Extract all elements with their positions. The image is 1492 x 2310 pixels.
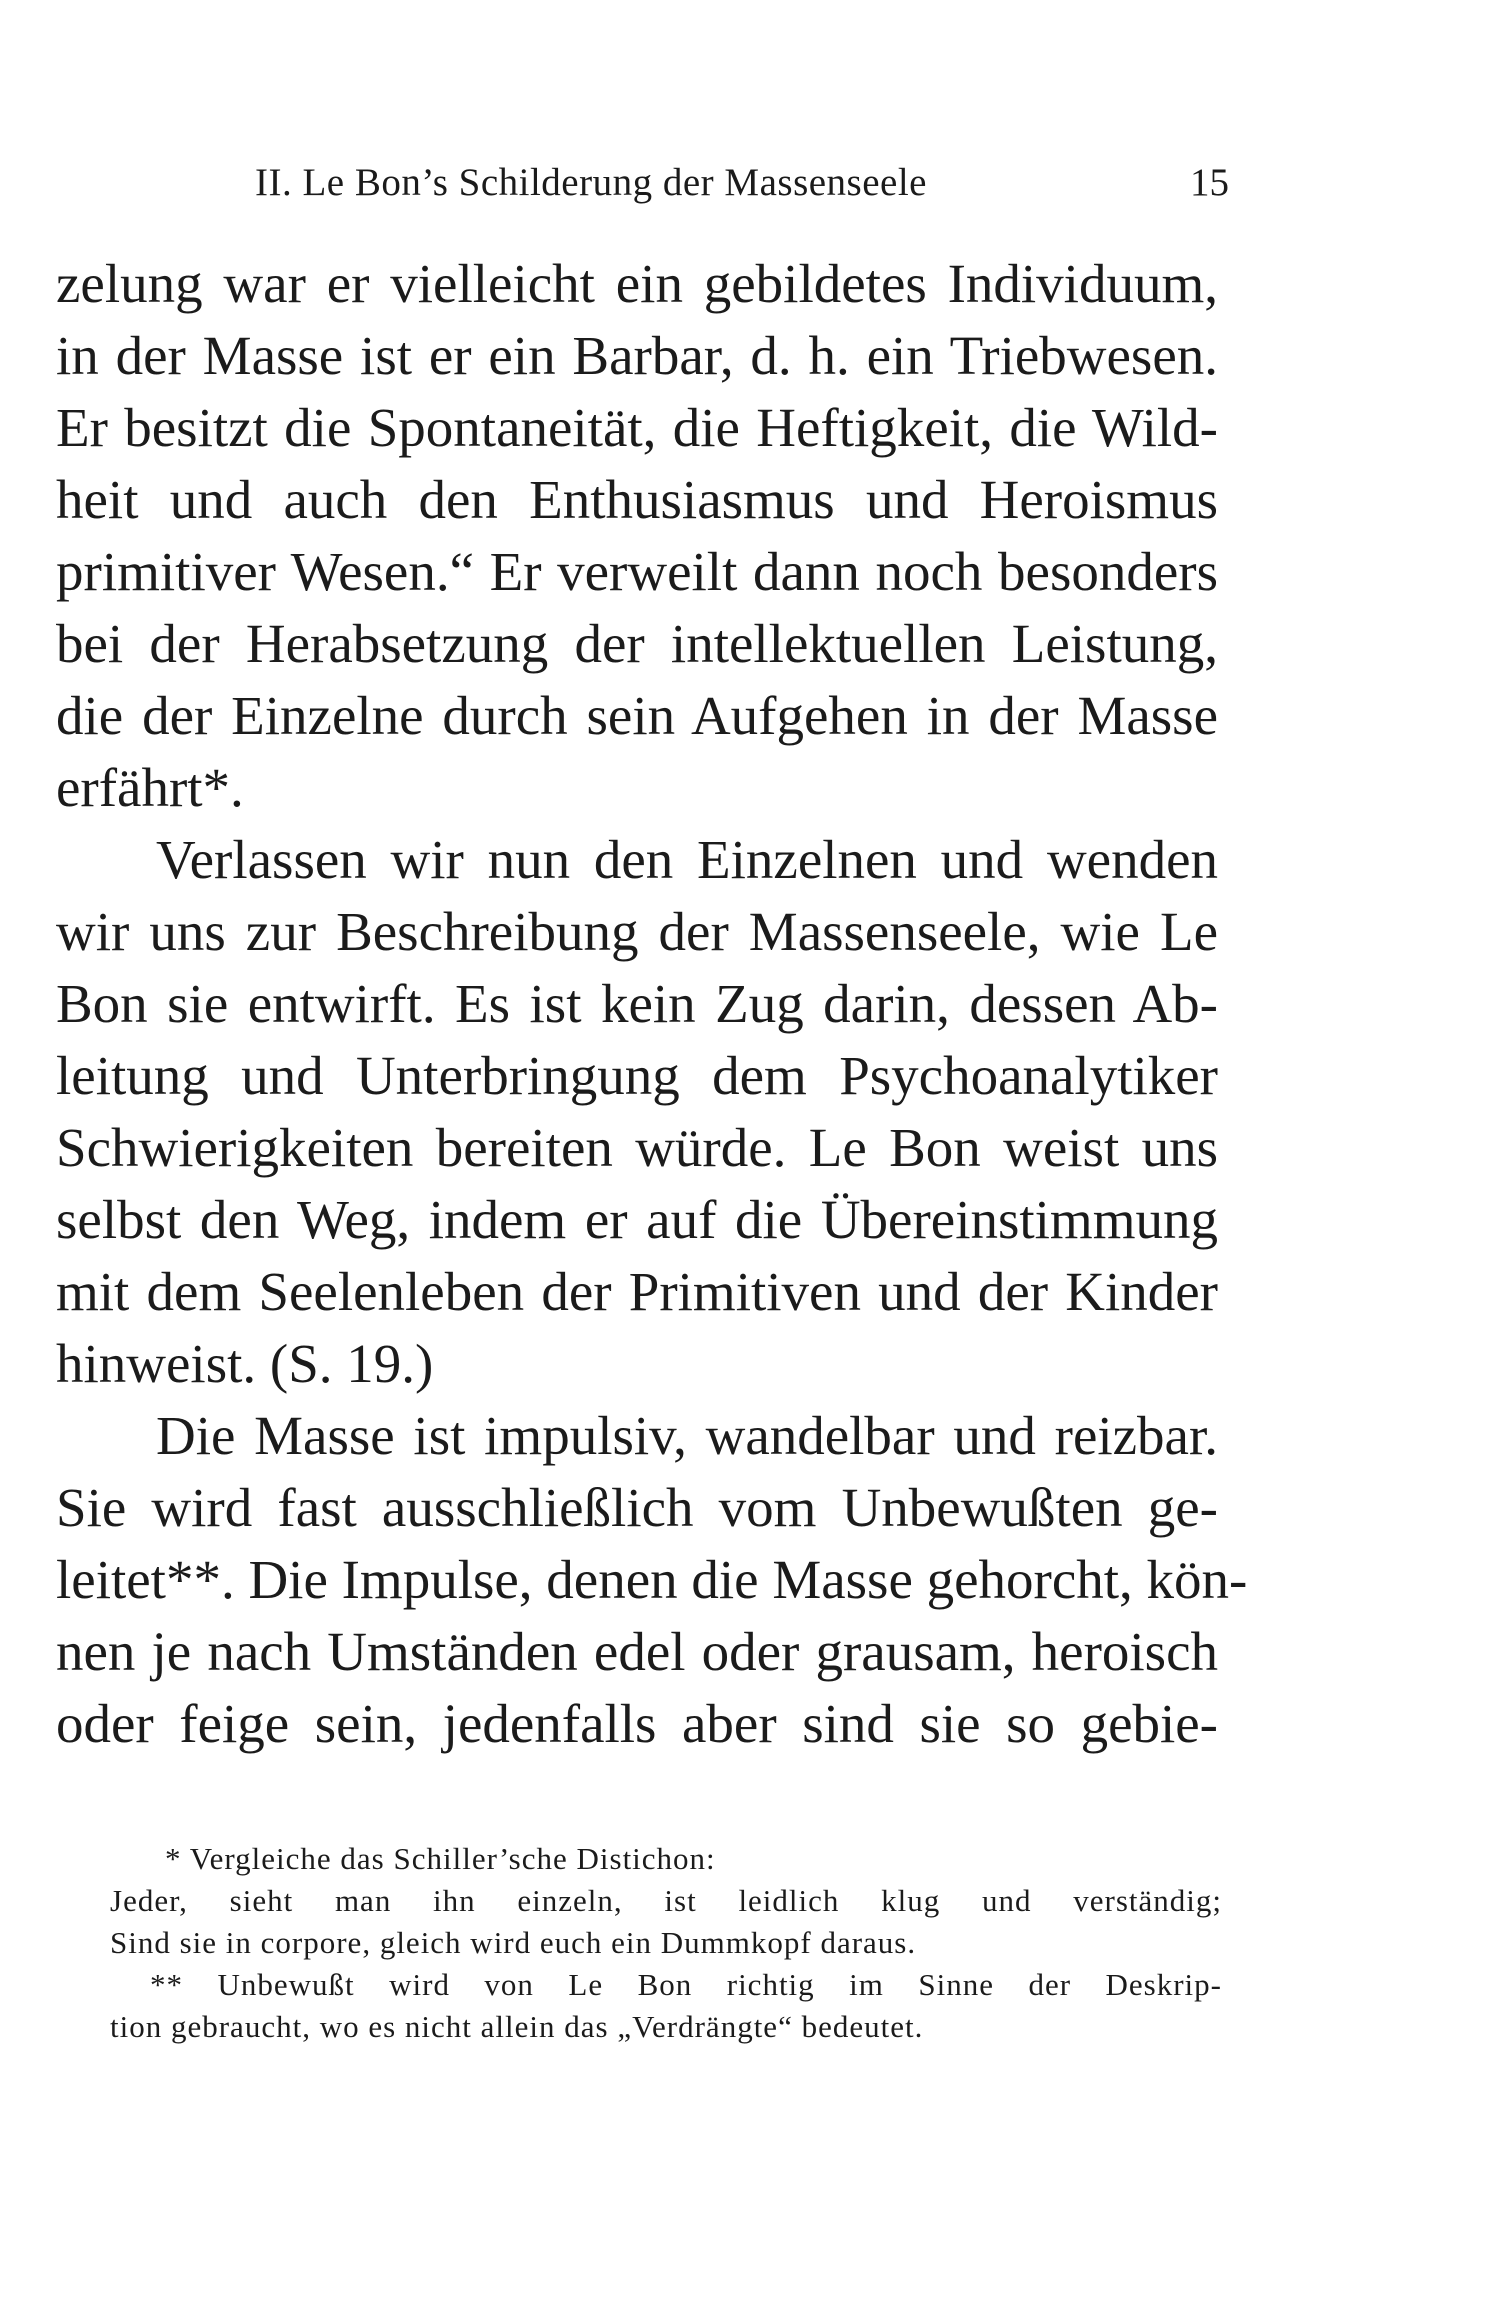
body-line: heit und auch den Enthusiasmus und Heroismus bbox=[56, 469, 1218, 530]
body-line: in der Masse ist er ein Barbar, d. h. ein Triebwesen. bbox=[56, 325, 1218, 386]
footnote-line: Sind sie in corpore, gleich wird euch ein Dummkopf daraus. bbox=[110, 1925, 917, 1960]
body-line: nen je nach Umständen edel oder grausam, heroisch bbox=[56, 1621, 1218, 1682]
footnote-line: ** Unbewußt wird von Le Bon richtig im Sinne der Deskrip- bbox=[150, 1967, 1222, 2002]
footnotes bbox=[110, 1838, 1222, 2048]
body-line: primitiver Wesen.“ Er verweilt dann noch besonders bbox=[56, 541, 1218, 602]
paragraph-start-line: Die Masse ist impulsiv, wandelbar und reizbar. bbox=[156, 1405, 1218, 1466]
page-header bbox=[0, 160, 1492, 210]
body-line: mit dem Seelenleben der Primitiven und der Kinder bbox=[56, 1261, 1218, 1322]
body-line: leitet**. Die Impulse, denen die Masse gehorcht, kön- bbox=[56, 1549, 1248, 1610]
footnote-line: Jeder, sieht man ihn einzeln, ist leidlich klug und verständig; bbox=[110, 1883, 1222, 1918]
running-head: II. Le Bon’s Schilderung der Massenseele bbox=[255, 161, 927, 204]
body-line: selbst den Weg, indem er auf die Übereinstimmung bbox=[56, 1189, 1218, 1250]
body-line: leitung und Unterbringung dem Psychoanalytiker bbox=[56, 1045, 1218, 1106]
page-number: 15 bbox=[1190, 161, 1229, 204]
body-line: wir uns zur Beschreibung der Massenseele, wie Le bbox=[56, 901, 1218, 962]
body-text bbox=[56, 248, 1248, 1760]
body-line: bei der Herabsetzung der intellektuellen Leistung, bbox=[56, 613, 1218, 674]
body-line: Bon sie entwirft. Es ist kein Zug darin, dessen Ab- bbox=[56, 973, 1218, 1034]
body-line: Sie wird fast ausschließlich vom Unbewußten ge- bbox=[56, 1477, 1218, 1538]
footnote-line: tion gebraucht, wo es nicht allein das „Verdrängte“ bedeutet. bbox=[110, 2009, 924, 2044]
body-line: die der Einzelne durch sein Aufgehen in der Masse bbox=[56, 685, 1218, 746]
body-line: Er besitzt die Spontaneität, die Heftigkeit, die Wild- bbox=[56, 397, 1218, 458]
body-line: oder feige sein, jedenfalls aber sind sie so gebie- bbox=[56, 1693, 1218, 1754]
body-line: erfährt*. bbox=[56, 757, 244, 818]
body-line: Schwierigkeiten bereiten würde. Le Bon weist uns bbox=[56, 1117, 1218, 1178]
body-line: zelung war er vielleicht ein gebildetes Individuum, bbox=[56, 253, 1218, 314]
body-line: hinweist. (S. 19.) bbox=[56, 1333, 434, 1394]
footnote-line: * Vergleiche das Schiller’sche Distichon: bbox=[165, 1841, 716, 1876]
paragraph-start-line: Verlassen wir nun den Einzelnen und wenden bbox=[156, 829, 1218, 890]
